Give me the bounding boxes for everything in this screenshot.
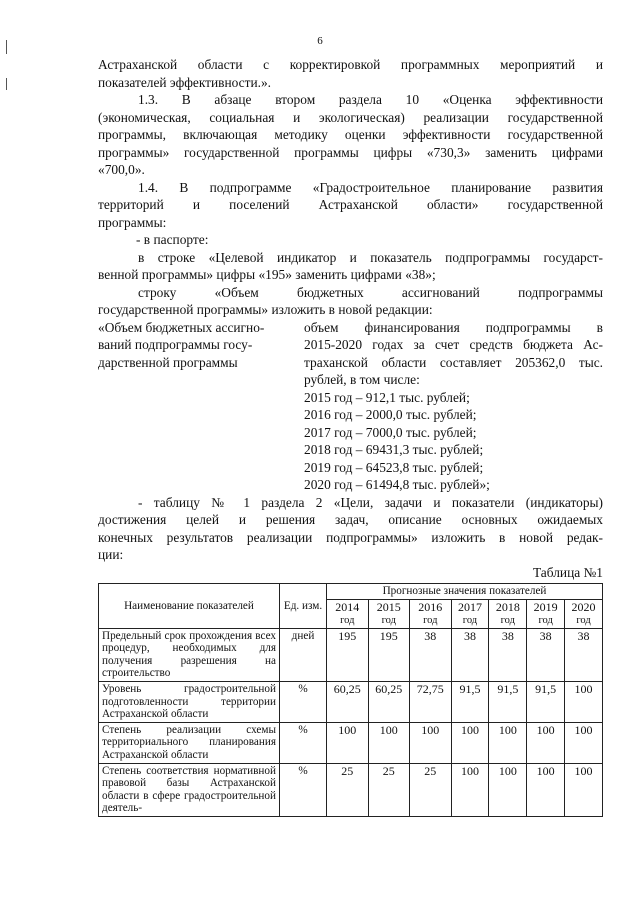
- header-year-2018: 2018 год: [489, 599, 527, 628]
- paragraph-2-line-1: 1.3. В абзаце втором раздела 10 «Оценка эффективности: [138, 92, 603, 107]
- row-value: 38: [410, 628, 452, 681]
- row-value: 25: [410, 763, 452, 816]
- paragraph-7-line-4: ции:: [98, 547, 124, 562]
- paragraph-6-line-1: строку «Объем бюджетных ассигнований подпрограммы: [138, 284, 603, 300]
- row-value: 100: [565, 681, 603, 722]
- row-value: 100: [527, 763, 565, 816]
- row-value: 38: [527, 628, 565, 681]
- budget-year-2017: 2017 год – 7000,0 тыс. рублей;: [304, 424, 477, 440]
- row-value: 91,5: [451, 681, 489, 722]
- row-value: 38: [565, 628, 603, 681]
- row-unit: %: [280, 681, 327, 722]
- table-caption: Таблица №1: [532, 564, 603, 580]
- table-row: [99, 722, 603, 763]
- header-unit: Ед. изм.: [280, 584, 327, 629]
- row-value: 100: [565, 722, 603, 763]
- paragraph-2-line-4: программы» государственной программы цифры «730,3» заменить цифрами: [98, 144, 603, 160]
- budget-text-line: рублей, в том числе:: [304, 372, 420, 387]
- row-unit: %: [280, 722, 327, 763]
- header-name: Наименование показателей: [99, 584, 280, 629]
- header-year-2017: 2017 год: [451, 599, 489, 628]
- page-number: 6: [317, 35, 323, 47]
- row-value: 100: [327, 722, 369, 763]
- budget-label: [98, 319, 304, 494]
- paragraph-4: - в паспорте:: [136, 232, 209, 247]
- row-value: 60,25: [327, 681, 369, 722]
- table-row: [99, 681, 603, 722]
- row-name: Уровень градостроительной подготовленности территории Астраханской области: [99, 681, 280, 722]
- paragraph-3-line-1: 1.4. В подпрограмме «Градостроительное планирование развития: [138, 179, 603, 195]
- paragraph-2-line-3: программы, включающая методику оценки эффективности государственной: [98, 127, 603, 142]
- table-row: [99, 628, 603, 681]
- document-body: [98, 56, 603, 817]
- paragraph-7-line-2: достижения целей и решения задач, описание основных ожидаемых: [98, 512, 603, 527]
- budget-year-2016: 2016 год – 2000,0 тыс. рублей;: [304, 407, 477, 422]
- row-name: Степень соответствия нормативной правовой базы Астраханской области в сфере градостроительной деятель-: [99, 763, 280, 816]
- row-name: Предельный срок прохождения всех процедур, необходимых для получения разрешения на строительство: [99, 628, 280, 681]
- budget-text-line: 2015-2020 годах за счет средств бюджета Ас-: [304, 337, 603, 352]
- row-unit: %: [280, 763, 327, 816]
- budget-label-line: ваний подпрограммы госу-: [98, 337, 253, 352]
- paragraph-1-line-1: Астраханской области с корректировкой программных мероприятий и: [98, 57, 603, 72]
- budget-label-line: дарственной программы: [98, 354, 238, 370]
- row-value: 100: [451, 763, 489, 816]
- row-value: 195: [327, 628, 369, 681]
- row-value: 100: [489, 722, 527, 763]
- budget-year-2018: 2018 год – 69431,3 тыс. рублей;: [304, 442, 484, 457]
- indicators-table: [98, 583, 603, 817]
- row-value: 72,75: [410, 681, 452, 722]
- table-header-row: [99, 584, 603, 600]
- row-value: 100: [368, 722, 410, 763]
- header-year-2019: 2019 год: [527, 599, 565, 628]
- paragraph-5-line-1: в строке «Целевой индикатор и показатель подпрограммы государст-: [138, 249, 603, 265]
- row-value: 25: [368, 763, 410, 816]
- header-year-2020: 2020 год: [565, 599, 603, 628]
- paragraph-3-line-2: территорий и поселений Астраханской области» государственной: [98, 197, 603, 212]
- header-year-2016: 2016 год: [410, 599, 452, 628]
- paragraph-3-line-3: программы:: [98, 214, 167, 230]
- header-year-2014: 2014 год: [327, 599, 369, 628]
- budget-year-2020: 2020 год – 61494,8 тыс. рублей»;: [304, 477, 490, 492]
- margin-mark-bottom: [6, 78, 7, 90]
- row-value: 38: [451, 628, 489, 681]
- row-unit: дней: [280, 628, 327, 681]
- paragraph-5-line-2: венной программы» цифры «195» заменить цифрами «38»;: [98, 267, 436, 282]
- paragraph-2-line-2: (экономическая, социальная и экологическая) реализации государственной: [98, 109, 603, 125]
- row-value: 25: [327, 763, 369, 816]
- budget-year-2015: 2015 год – 912,1 тыс. рублей;: [304, 389, 470, 405]
- row-value: 38: [489, 628, 527, 681]
- paragraph-7-line-1: - таблицу № 1 раздела 2 «Цели, задачи и показатели (индикаторы): [138, 494, 603, 510]
- table-row: [99, 763, 603, 816]
- row-value: 100: [410, 722, 452, 763]
- row-value: 60,25: [368, 681, 410, 722]
- header-forecast: Прогнозные значения показателей: [327, 584, 603, 600]
- budget-block: [98, 319, 603, 494]
- row-value: 100: [565, 763, 603, 816]
- row-value: 91,5: [527, 681, 565, 722]
- budget-text-line: объем финансирования подпрограммы в: [304, 319, 603, 335]
- budget-year-2019: 2019 год – 64523,8 тыс. рублей;: [304, 459, 484, 475]
- row-value: 91,5: [489, 681, 527, 722]
- row-value: 100: [489, 763, 527, 816]
- row-value: 195: [368, 628, 410, 681]
- paragraph-6-line-2: государственной программы» изложить в новой редакции:: [98, 302, 433, 317]
- budget-label-line: «Объем бюджетных ассигно-: [98, 319, 265, 335]
- row-value: 100: [451, 722, 489, 763]
- paragraph-7-line-3: конечных результатов реализации подпрограммы» изложить в новой редак-: [98, 529, 603, 545]
- paragraph-2-line-5: «700,0».: [98, 162, 145, 177]
- paragraph-1-line-2: показателей эффективности.».: [98, 74, 272, 90]
- header-year-2015: 2015 год: [368, 599, 410, 628]
- budget-text: [304, 319, 603, 494]
- row-value: 100: [527, 722, 565, 763]
- row-name: Степень реализации схемы территориального планирования Астраханской области: [99, 722, 280, 763]
- budget-text-line: траханской области составляет 205362,0 тыс.: [304, 354, 603, 370]
